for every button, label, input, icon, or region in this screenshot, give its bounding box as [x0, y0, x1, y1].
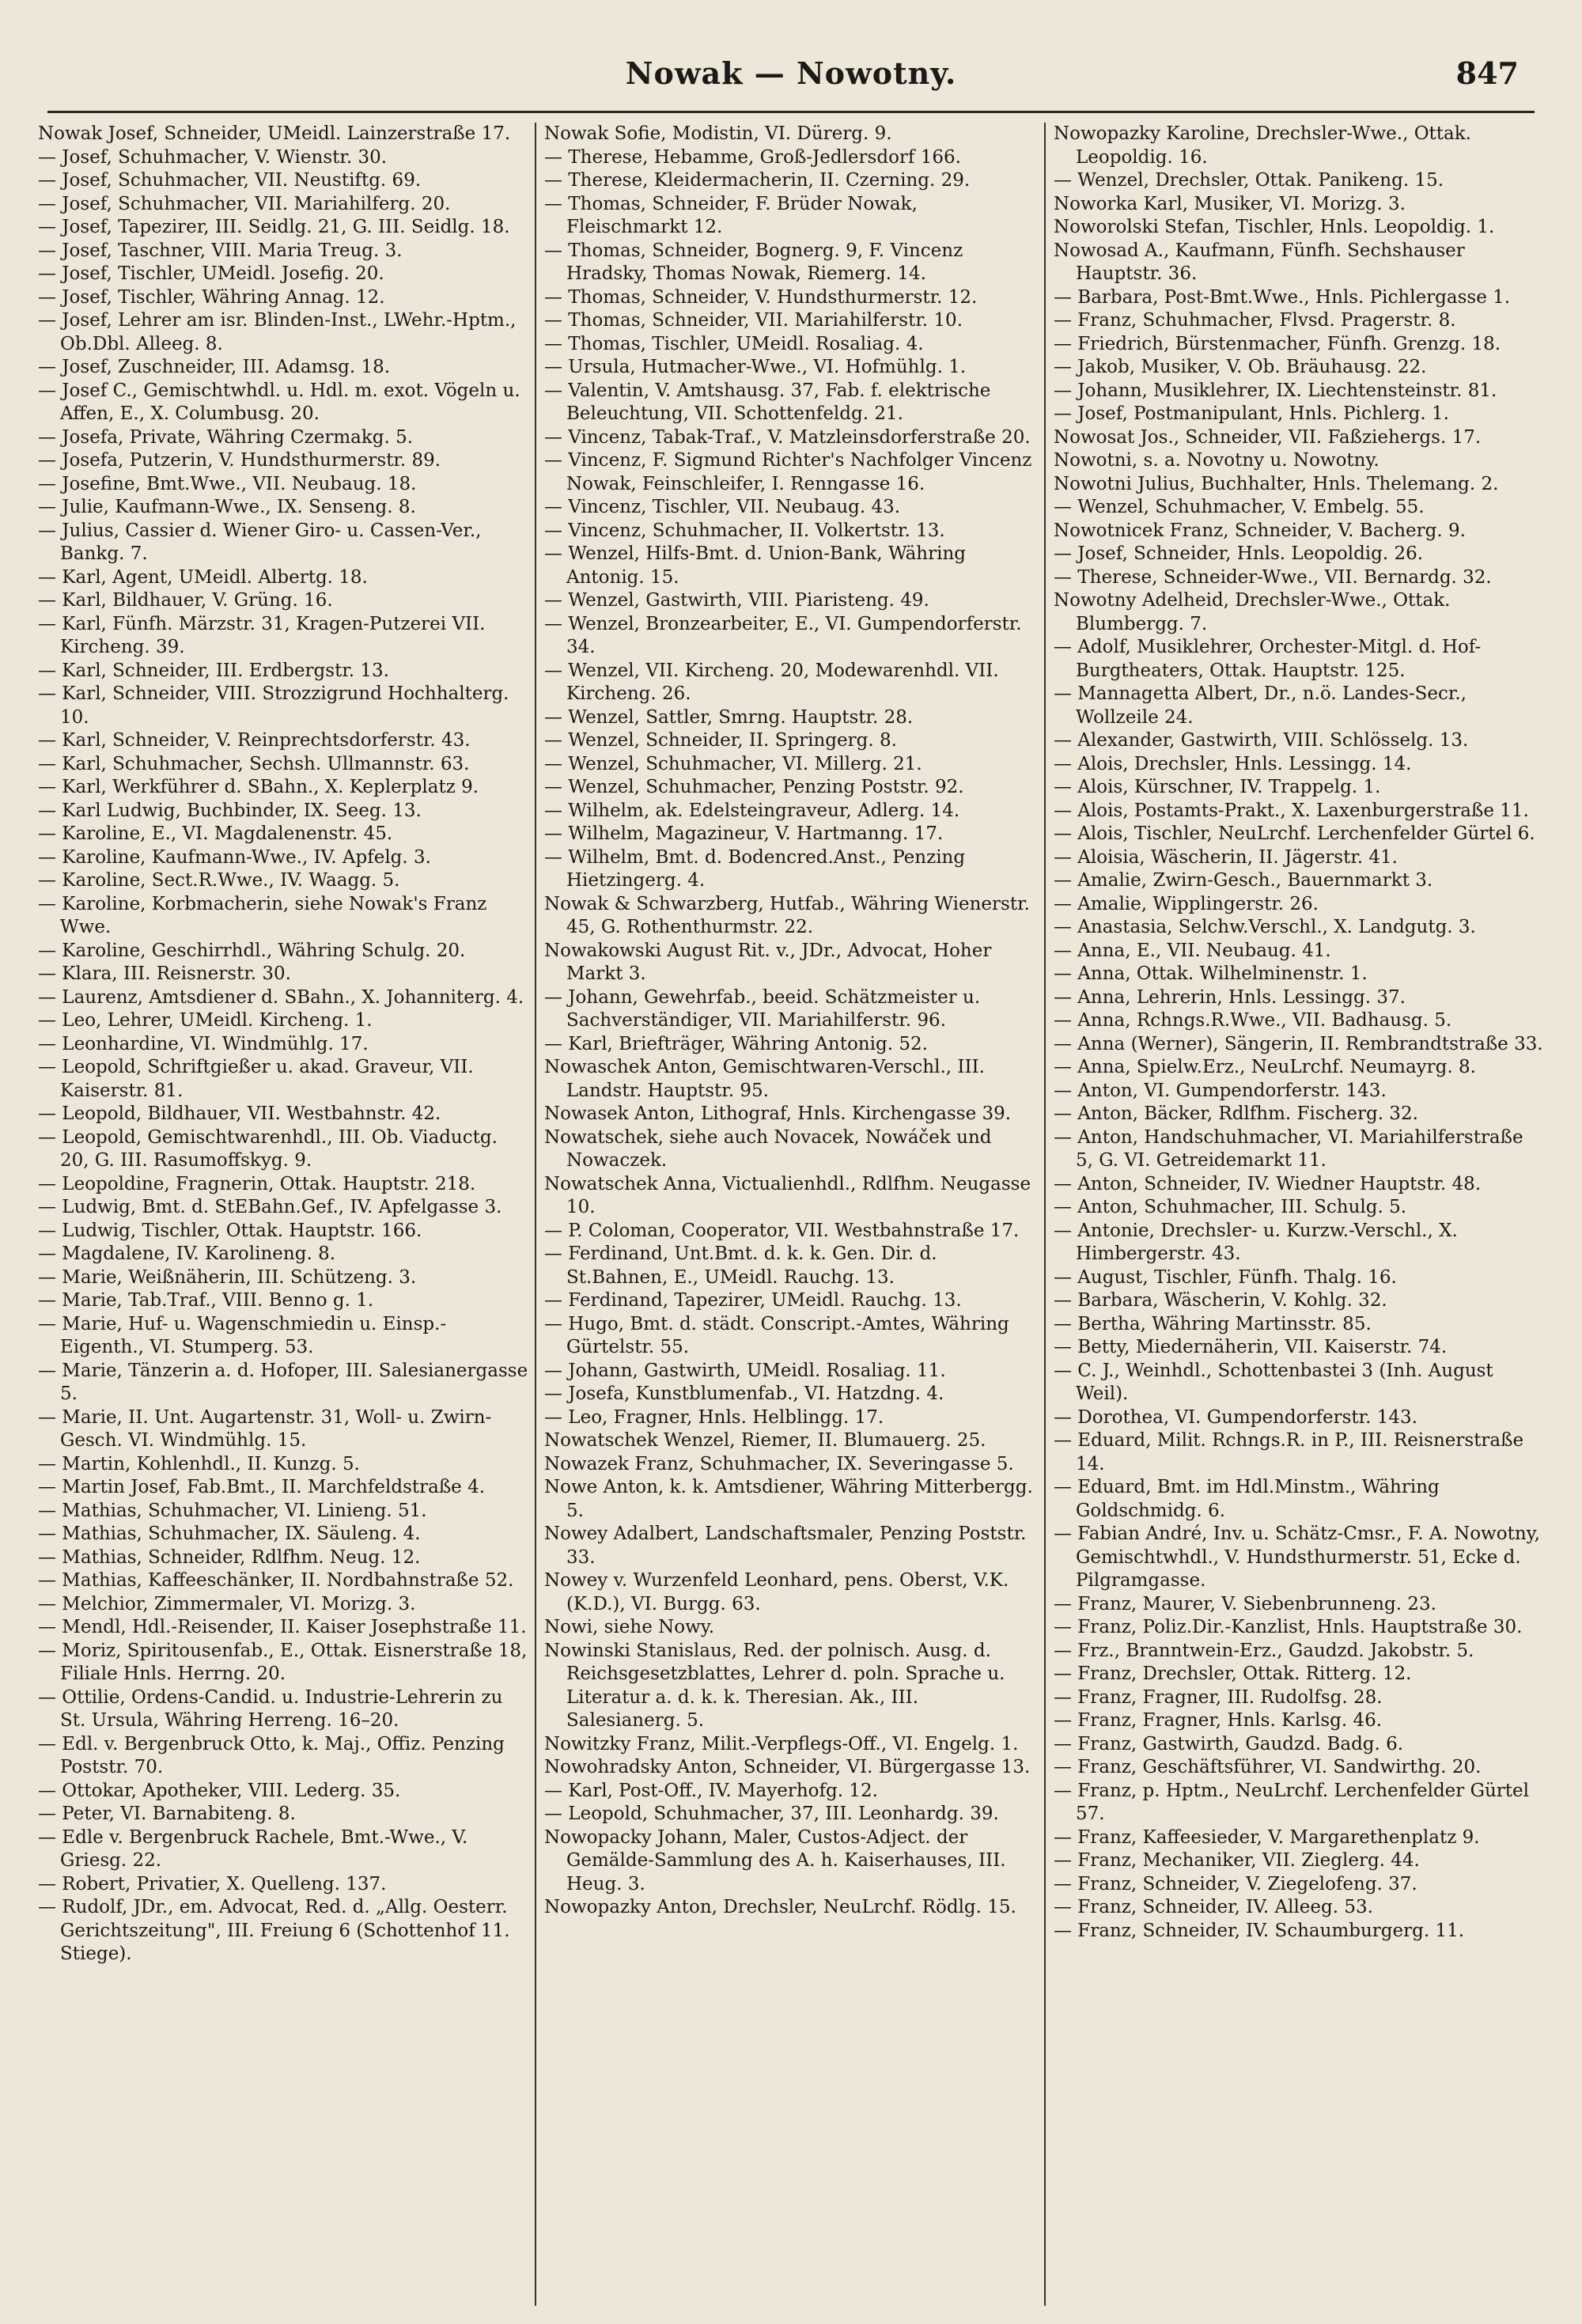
directory-entry: — Hugo, Bmt. d. städt. Conscript.-Amtes, Währing Gürtelstr. 55.: [544, 1313, 1009, 1357]
directory-entry: — Valentin, V. Amtshausg. 37, Fab. f. elektrische Beleuchtung, VII. Schottenfeldg. 21.: [544, 380, 991, 424]
directory-entry: — Leopold, Schuhmacher, 37, III. Leonhardg. 39.: [544, 1804, 999, 1824]
directory-entry: — Ludwig, Bmt. d. StEBahn.Gef., IV. Apfelgasse 3.: [38, 1197, 502, 1217]
directory-entry: — Klara, III. Reisnerstr. 30.: [38, 963, 291, 984]
directory-entry: — Karl, Fünfh. Märzstr. 31, Kragen-Putzerei VII. Kircheng. 39.: [38, 613, 486, 657]
directory-entry: — Karoline, Geschirrhdl., Währing Schulg. 20.: [38, 940, 466, 961]
directory-entry: — Josef, Schuhmacher, VII. Neustiftg. 69.: [38, 170, 422, 191]
directory-entry: — Josef, Postmanipulant, Hnls. Pichlerg. 1.: [1054, 403, 1449, 424]
directory-entry: — Anastasia, Selchw.Verschl., X. Landgutg. 3.: [1054, 917, 1476, 937]
directory-entry: — Anna, Spielw.Erz., NeuLrchf. Neumayrg. 8.: [1054, 1057, 1476, 1077]
directory-entry: — Edle v. Bergenbruck Rachele, Bmt.-Wwe., V. Griesg. 22.: [38, 1826, 468, 1871]
directory-entry: — Anna, E., VII. Neubaug. 41.: [1054, 940, 1331, 961]
page-number: 847: [1455, 55, 1519, 91]
directory-entry: — Barbara, Wäscherin, V. Kohlg. 32.: [1054, 1290, 1387, 1311]
directory-entry: — Frz., Branntwein-Erz., Gaudzd. Jakobstr. 5.: [1054, 1640, 1474, 1661]
directory-entry: — Bertha, Währing Martinsstr. 85.: [1054, 1313, 1372, 1334]
directory-entry: — Franz, Drechsler, Ottak. Ritterg. 12.: [1054, 1664, 1412, 1684]
directory-entry: Nowak Josef, Schneider, UMeidl. Lainzerstraße 17.: [38, 123, 511, 144]
directory-entry: — Therese, Schneider-Wwe., VII. Bernardg. 32.: [1054, 566, 1492, 588]
directory-entry: — Johann, Gewehrfab., beeid. Schätzmeister u. Sachverständiger, VII. Mariahilferstr. 96.: [544, 986, 981, 1031]
directory-entry: — Josefa, Kunstblumenfab., VI. Hatzdng. 4.: [544, 1383, 944, 1404]
directory-entry: — Martin Josef, Fab.Bmt., II. Marchfeldstraße 4.: [38, 1477, 486, 1497]
directory-entry: Noworolski Stefan, Tischler, Hnls. Leopoldig. 1.: [1054, 217, 1495, 237]
directory-entry: — Karl, Post-Off., IV. Mayerhofg. 12.: [544, 1780, 878, 1801]
directory-entry: — Franz, Schneider, IV. Schaumburgerg. 11.: [1054, 1920, 1465, 1941]
directory-entry: — Martin, Kohlenhdl., II. Kunzg. 5.: [38, 1453, 360, 1474]
directory-entry: — Friedrich, Bürstenmacher, Fünfh. Grenzg. 18.: [1054, 333, 1501, 354]
directory-entry: Nowopazky Anton, Drechsler, NeuLrchf. Rödlg. 15.: [544, 1897, 1016, 1917]
directory-entry: — Marie, Tab.Traf., VIII. Benno g. 1.: [38, 1290, 374, 1311]
directory-entry: — Wenzel, Schuhmacher, VI. Millerg. 21.: [544, 753, 922, 774]
directory-entry: — Wenzel, VII. Kircheng. 20, Modewarenhdl. VII. Kircheng. 26.: [544, 660, 999, 704]
directory-entry: — Franz, Kaffeesieder, V. Margarethenplatz 9.: [1054, 1826, 1480, 1848]
directory-entry: — Alois, Drechsler, Hnls. Lessingg. 14.: [1054, 753, 1412, 774]
directory-entry: — Karl, Schneider, V. Reinprechtsdorferstr. 43.: [38, 730, 471, 751]
column-3: [1054, 123, 1544, 2306]
directory-entry: Nowak & Schwarzberg, Hutfab., Währing Wienerstr. 45, G. Rothenthurmstr. 22.: [544, 893, 1030, 937]
directory-entry: — Thomas, Tischler, UMeidl. Rosaliag. 4.: [544, 333, 924, 354]
directory-entry: — Franz, Schuhmacher, Flvsd. Pragerstr. 8.: [1054, 310, 1456, 331]
directory-entry: — Therese, Kleidermacherin, II. Czerning. 29.: [544, 170, 971, 191]
header-rule: [47, 111, 1535, 113]
directory-entry: — Josefa, Private, Währing Czermakg. 5.: [38, 426, 414, 448]
directory-entry: — Wenzel, Gastwirth, VIII. Piaristeng. 49.: [544, 590, 929, 611]
directory-entry: — Vincenz, Tabak-Traf., V. Matzleinsdorferstraße 20.: [544, 426, 1031, 448]
directory-entry: — Josef C., Gemischtwhdl. u. Hdl. m. exot. Vögeln u. Affen, E., X. Columbusg. 20.: [38, 380, 520, 424]
directory-entry: — Alois, Postamts-Prakt., X. Laxenburgerstraße 11.: [1054, 800, 1529, 821]
directory-entry: — Josefa, Putzerin, V. Hundsthurmerstr. 89.: [38, 450, 441, 471]
directory-entry: — Josef, Lehrer am isr. Blinden-Inst., LWehr.-Hptm., Ob.Dbl. Alleeg. 8.: [38, 310, 517, 354]
directory-entry: Nowotny Adelheid, Drechsler-Wwe., Ottak. Blumbergg. 7.: [1054, 590, 1451, 634]
directory-entry: — Therese, Hebamme, Groß-Jedlersdorf 166.: [544, 146, 961, 168]
directory-entry: — Wilhelm, Magazineur, V. Hartmanng. 17.: [544, 823, 944, 844]
directory-entry: Nowey Adalbert, Landschaftsmaler, Penzing Poststr. 33.: [544, 1523, 1027, 1568]
directory-entry: Nowitzky Franz, Milit.-Verpflegs-Off., VI. Engelg. 1.: [544, 1733, 1019, 1754]
directory-entry: — Franz, Poliz.Dir.-Kanzlist, Hnls. Hauptstraße 30.: [1054, 1617, 1523, 1637]
directory-entry: — Karl, Werkführer d. SBahn., X. Keplerplatz 9.: [38, 777, 479, 797]
directory-entry: — Josef, Taschner, VIII. Maria Treug. 3.: [38, 240, 403, 261]
directory-entry: — Franz, Fragner, Hnls. Karlsg. 46.: [1054, 1710, 1383, 1731]
directory-entry: — Anna (Werner), Sängerin, II. Rembrandtstraße 33.: [1054, 1033, 1543, 1054]
directory-entry: — Fabian André, Inv. u. Schätz-Cmsr., F. A. Nowotny, Gemischtwhdl., V. Hundsthurmerstr. 51, Ecke d. Pilgramgasse.: [1054, 1523, 1540, 1591]
directory-entry: Nowosad A., Kaufmann, Fünfh. Sechshauser Hauptstr. 36.: [1054, 240, 1465, 284]
directory-entry: — Marie, Tänzerin a. d. Hofoper, III. Salesianergasse 5.: [38, 1360, 528, 1404]
directory-entry: — Ottokar, Apotheker, VIII. Lederg. 35.: [38, 1780, 401, 1801]
directory-entry: — Karl, Agent, UMeidl. Albertg. 18.: [38, 566, 368, 588]
directory-entry: — Thomas, Schneider, F. Brüder Nowak, Fleischmarkt 12.: [544, 193, 918, 237]
directory-entry: — Wenzel, Sattler, Smrng. Hauptstr. 28.: [544, 706, 914, 728]
directory-entry: — P. Coloman, Cooperator, VII. Westbahnstraße 17.: [544, 1220, 1020, 1241]
directory-entry: Nowey v. Wurzenfeld Leonhard, pens. Oberst, V.K. (K.D.), VI. Burgg. 63.: [544, 1570, 1009, 1614]
directory-entry: — Josef, Zuschneider, III. Adamsg. 18.: [38, 357, 391, 377]
directory-entry: — Dorothea, VI. Gumpendorferstr. 143.: [1054, 1406, 1417, 1428]
directory-entry: Nowatschek Wenzel, Riemer, II. Blumauerg. 25.: [544, 1430, 986, 1451]
directory-entry: — Eduard, Bmt. im Hdl.Minstm., Währing Goldschmidg. 6.: [1054, 1477, 1440, 1521]
directory-entry: — Franz, p. Hptm., NeuLrchf. Lerchenfelder Gürtel 57.: [1054, 1780, 1529, 1824]
directory-entry: — Thomas, Schneider, V. Hundsthurmerstr. 12.: [544, 286, 978, 308]
directory-entry: — Aloisia, Wäscherin, II. Jägerstr. 41.: [1054, 846, 1398, 868]
directory-entry: — Peter, VI. Barnabiteng. 8.: [38, 1804, 296, 1824]
directory-entry: — Alois, Kürschner, IV. Trappelg. 1.: [1054, 777, 1381, 797]
directory-entry: Nowazek Franz, Schuhmacher, IX. Severingasse 5.: [544, 1453, 1014, 1474]
directory-entry: — Leopoldine, Fragnerin, Ottak. Hauptstr. 218.: [38, 1173, 476, 1194]
directory-entry: — Anna, Rchngs.R.Wwe., VII. Badhausg. 5.: [1054, 1010, 1452, 1031]
directory-entry: — Marie, Huf- u. Wagenschmiedin u. Einsp.-Eigenth., VI. Stumperg. 53.: [38, 1313, 447, 1357]
directory-entry: — Josefine, Bmt.Wwe., VII. Neubaug. 18.: [38, 473, 417, 494]
page-header: [47, 55, 1535, 103]
column-2: [544, 123, 1035, 2306]
directory-entry: — Anton, Bäcker, Rdlfhm. Fischerg. 32.: [1054, 1103, 1418, 1124]
directory-entry: — Karl, Schneider, III. Erdbergstr. 13.: [38, 660, 389, 681]
directory-entry: — Josef, Schneider, Hnls. Leopoldig. 26.: [1054, 543, 1424, 564]
directory-entry: Nowaschek Anton, Gemischtwaren-Verschl., III. Landstr. Hauptstr. 95.: [544, 1057, 985, 1101]
directory-entry: — Mannagetta Albert, Dr., n.ö. Landes-Secr., Wollzeile 24.: [1054, 683, 1467, 728]
directory-entry: — Leopold, Schriftgießer u. akad. Graveur, VII. Kaiserstr. 81.: [38, 1057, 474, 1101]
directory-entry: — Karoline, Sect.R.Wwe., IV. Waagg. 5.: [38, 870, 400, 891]
directory-entry: — Mathias, Schneider, Rdlfhm. Neug. 12.: [38, 1546, 421, 1568]
directory-entry: — Vincenz, F. Sigmund Richter's Nachfolger Vincenz Nowak, Feinschleifer, I. Renngasse 16.: [544, 450, 1032, 494]
directory-entry: Nowak Sofie, Modistin, VI. Dürerg. 9.: [544, 123, 892, 144]
directory-entry: Nowi, siehe Nowy.: [544, 1617, 715, 1637]
directory-entry: — Ursula, Hutmacher-Wwe., VI. Hofmühlg. 1.: [544, 357, 967, 377]
directory-entry: — Karl, Schneider, VIII. Strozzigrund Hochhalterg. 10.: [38, 683, 509, 728]
directory-entry: — Wenzel, Drechsler, Ottak. Panikeng. 15.: [1054, 170, 1444, 191]
directory-entry: Nowasek Anton, Lithograf, Hnls. Kirchengasse 39.: [544, 1103, 1012, 1124]
directory-entry: Nowosat Jos., Schneider, VII. Faßziehergs. 17.: [1054, 426, 1482, 448]
directory-entry: — Antonie, Drechsler- u. Kurzw.-Verschl., X. Himbergerstr. 43.: [1054, 1220, 1458, 1264]
directory-entry: — Betty, Miedernäherin, VII. Kaiserstr. 74.: [1054, 1337, 1448, 1357]
directory-entry: — Anton, Handschuhmacher, VI. Mariahilferstraße 5, G. VI. Getreidemarkt 11.: [1054, 1126, 1523, 1171]
directory-entry: — Franz, Geschäftsführer, VI. Sandwirthg. 20.: [1054, 1757, 1482, 1777]
directory-entry: — Rudolf, JDr., em. Advocat, Red. d. „Allg. Oesterr. Gerichtszeitung", III. Freiung 6 (Schottenhof 11. Stiege).: [38, 1897, 510, 1964]
directory-entry: Nowatschek, siehe auch Novacek, Nowáček und Nowaczek.: [544, 1126, 992, 1171]
directory-entry: Nowotnicek Franz, Schneider, V. Bacherg. 9.: [1054, 520, 1466, 541]
directory-entry: — Karl, Schuhmacher, Sechsh. Ullmannstr. 63.: [38, 753, 470, 774]
directory-entry: — Karl, Bildhauer, V. Grüng. 16.: [38, 590, 333, 611]
directory-entry: — Magdalene, IV. Karolineng. 8.: [38, 1243, 336, 1264]
directory-entry: Nowatschek Anna, Victualienhdl., Rdlfhm. Neugasse 10.: [544, 1173, 1031, 1217]
directory-entry: — Franz, Fragner, III. Rudolfsg. 28.: [1054, 1686, 1383, 1708]
directory-entry: — Ferdinand, Unt.Bmt. d. k. k. Gen. Dir. d. St.Bahnen, E., UMeidl. Rauchg. 13.: [544, 1243, 937, 1288]
directory-entry: — Leonhardine, VI. Windmühlg. 17.: [38, 1033, 369, 1054]
directory-entry: — Wilhelm, Bmt. d. Bodencred.Anst., Penzing Hietzingerg. 4.: [544, 846, 966, 891]
directory-entry: — Melchior, Zimmermaler, VI. Morizg. 3.: [38, 1593, 416, 1614]
directory-entry: — Robert, Privatier, X. Quelleng. 137.: [38, 1873, 387, 1894]
directory-entry: — Edl. v. Bergenbruck Otto, k. Maj., Offiz. Penzing Poststr. 70.: [38, 1733, 505, 1777]
directory-entry: — Wenzel, Schuhmacher, V. Embelg. 55.: [1054, 497, 1425, 517]
directory-entry: — Ludwig, Tischler, Ottak. Hauptstr. 166.: [38, 1220, 422, 1241]
directory-entry: — Eduard, Milit. Rchngs.R. in P., III. Reisnerstraße 14.: [1054, 1430, 1524, 1474]
directory-entry: — Josef, Schuhmacher, VII. Mariahilferg. 20.: [38, 193, 451, 214]
column-1: [38, 123, 528, 2306]
directory-entry: — Leo, Fragner, Hnls. Helblingg. 17.: [544, 1406, 884, 1428]
directory-entry: — August, Tischler, Fünfh. Thalg. 16.: [1054, 1266, 1397, 1288]
directory-entry: — Thomas, Schneider, Bognerg. 9, F. Vincenz Hradsky, Thomas Nowak, Riemerg. 14.: [544, 240, 963, 284]
directory-entry: — Ferdinand, Tapezirer, UMeidl. Rauchg. 13.: [544, 1290, 962, 1311]
directory-entry: — C. J., Weinhdl., Schottenbastei 3 (Inh. August Weil).: [1054, 1360, 1493, 1404]
directory-entry: Nowohradsky Anton, Schneider, VI. Bürgergasse 13.: [544, 1757, 1031, 1777]
directory-entry: — Moriz, Spiritousenfab., E., Ottak. Eisnerstraße 18, Filiale Hnls. Herrng. 20.: [38, 1640, 528, 1684]
directory-entry: — Franz, Schneider, IV. Alleeg. 53.: [1054, 1897, 1373, 1917]
directory-entry: — Amalie, Zwirn-Gesch., Bauernmarkt 3.: [1054, 870, 1433, 891]
directory-entry: — Franz, Schneider, V. Ziegelofeng. 37.: [1054, 1873, 1417, 1894]
directory-entry: Nowotni, s. a. Novotny u. Nowotny.: [1054, 450, 1380, 471]
directory-entry: — Mathias, Kaffeeschänker, II. Nordbahnstraße 52.: [38, 1570, 514, 1591]
directory-entry: — Anna, Ottak. Wilhelminenstr. 1.: [1054, 963, 1368, 984]
directory-entry: — Laurenz, Amtsdiener d. SBahn., X. Johanniterg. 4.: [38, 986, 524, 1008]
directory-entry: — Mathias, Schuhmacher, IX. Säuleng. 4.: [38, 1523, 421, 1544]
directory-entry: — Mendl, Hdl.-Reisender, II. Kaiser Josephstraße 11.: [38, 1617, 527, 1637]
directory-entry: Nowakowski August Rit. v., JDr., Advocat, Hoher Markt 3.: [544, 940, 992, 984]
directory-entry: — Karl Ludwig, Buchbinder, IX. Seeg. 13.: [38, 800, 422, 821]
directory-entry: — Wilhelm, ak. Edelsteingraveur, Adlerg. 14.: [544, 800, 960, 821]
directory-entry: — Johann, Gastwirth, UMeidl. Rosaliag. 11.: [544, 1360, 946, 1381]
directory-entry: Noworka Karl, Musiker, VI. Morizg. 3.: [1054, 193, 1406, 214]
directory-entry: — Wenzel, Hilfs-Bmt. d. Union-Bank, Währing Antonig. 15.: [544, 543, 967, 588]
directory-entry: — Franz, Maurer, V. Siebenbrunneng. 23.: [1054, 1593, 1436, 1614]
directory-entry: — Karl, Briefträger, Währing Antonig. 52.: [544, 1033, 928, 1054]
column-divider: [535, 123, 536, 2306]
directory-entry: — Johann, Musiklehrer, IX. Liechtensteinstr. 81.: [1054, 380, 1497, 401]
directory-entry: — Mathias, Schuhmacher, VI. Linieng. 51.: [38, 1500, 427, 1521]
directory-entry: — Ottilie, Ordens-Candid. u. Industrie-Lehrerin zu St. Ursula, Währing Herreng. 16–20.: [38, 1686, 503, 1731]
directory-entry: — Barbara, Post-Bmt.Wwe., Hnls. Pichlergasse 1.: [1054, 286, 1511, 308]
directory-entry: — Vincenz, Tischler, VII. Neubaug. 43.: [544, 497, 901, 517]
directory-entry: Nowinski Stanislaus, Red. der polnisch. Ausg. d. Reichsgesetzblattes, Lehrer d. poln. Sprache u. Literatur a. d. k. k. Theresian. Ak., III. Salesianerg. 5.: [544, 1640, 1005, 1731]
directory-entry: — Leopold, Bildhauer, VII. Westbahnstr. 42.: [38, 1103, 441, 1124]
directory-entry: — Josef, Tischler, Währing Annag. 12.: [38, 286, 385, 308]
directory-entry: — Marie, II. Unt. Augartenstr. 31, Woll- u. Zwirn-Gesch. VI. Windmühlg. 15.: [38, 1406, 492, 1451]
columns-container: [38, 123, 1544, 2306]
directory-entry: Nowopacky Johann, Maler, Custos-Adject. der Gemälde-Sammlung des A. h. Kaiserhauses, III. Heug. 3.: [544, 1826, 1006, 1894]
directory-entry: Nowotni Julius, Buchhalter, Hnls. Thelemang. 2.: [1054, 473, 1499, 494]
directory-entry: — Wenzel, Bronzearbeiter, E., VI. Gumpendorferstr. 34.: [544, 613, 1022, 657]
directory-entry: — Jakob, Musiker, V. Ob. Bräuhausg. 22.: [1054, 357, 1427, 377]
directory-entry: — Julie, Kaufmann-Wwe., IX. Senseng. 8.: [38, 497, 416, 517]
directory-entry: — Wenzel, Schuhmacher, Penzing Poststr. 92.: [544, 777, 964, 797]
directory-entry: — Anna, Lehrerin, Hnls. Lessingg. 37.: [1054, 986, 1406, 1008]
directory-entry: — Adolf, Musiklehrer, Orchester-Mitgl. d. Hof-Burgtheaters, Ottak. Hauptstr. 125.: [1054, 637, 1482, 681]
directory-entry: — Thomas, Schneider, VII. Mariahilferstr. 10.: [544, 310, 963, 331]
running-head: Nowak — Nowotny.: [625, 55, 957, 91]
directory-entry: — Josef, Schuhmacher, V. Wienstr. 30.: [38, 146, 388, 168]
directory-entry: — Franz, Gastwirth, Gaudzd. Badg. 6.: [1054, 1733, 1404, 1754]
directory-entry: — Leo, Lehrer, UMeidl. Kircheng. 1.: [38, 1010, 373, 1031]
directory-entry: Nowopazky Karoline, Drechsler-Wwe., Ottak. Leopoldig. 16.: [1054, 123, 1471, 168]
directory-entry: — Karoline, Korbmacherin, siehe Nowak's Franz Wwe.: [38, 893, 487, 937]
directory-entry: Nowe Anton, k. k. Amtsdiener, Währing Mitterbergg. 5.: [544, 1477, 1033, 1521]
directory-entry: — Julius, Cassier d. Wiener Giro- u. Cassen-Ver., Bankg. 7.: [38, 520, 482, 564]
directory-entry: — Anton, Schneider, IV. Wiedner Hauptstr. 48.: [1054, 1173, 1482, 1194]
directory-entry: — Franz, Mechaniker, VII. Zieglerg. 44.: [1054, 1850, 1420, 1871]
directory-entry: — Karoline, E., VI. Magdalenenstr. 45.: [38, 823, 393, 844]
directory-entry: — Alexander, Gastwirth, VIII. Schlösselg. 13.: [1054, 730, 1469, 751]
directory-entry: — Anton, VI. Gumpendorferstr. 143.: [1054, 1080, 1387, 1101]
directory-entry: — Leopold, Gemischtwarenhdl., III. Ob. Viaductg. 20, G. III. Rasumoffskyg. 9.: [38, 1126, 498, 1171]
directory-entry: — Anton, Schuhmacher, III. Schulg. 5.: [1054, 1197, 1407, 1217]
directory-entry: — Wenzel, Schneider, II. Springerg. 8.: [544, 730, 897, 751]
directory-entry: — Josef, Tischler, UMeidl. Josefig. 20.: [38, 263, 384, 284]
column-divider: [1044, 123, 1046, 2306]
directory-entry: — Karoline, Kaufmann-Wwe., IV. Apfelg. 3.: [38, 846, 431, 868]
directory-entry: — Marie, Weißnäherin, III. Schützeng. 3.: [38, 1266, 417, 1288]
directory-entry: — Alois, Tischler, NeuLrchf. Lerchenfelder Gürtel 6.: [1054, 823, 1535, 844]
directory-entry: — Josef, Tapezirer, III. Seidlg. 21, G. III. Seidlg. 18.: [38, 217, 510, 237]
directory-entry: — Amalie, Wipplingerstr. 26.: [1054, 893, 1319, 914]
directory-entry: — Vincenz, Schuhmacher, II. Volkertstr. 13.: [544, 520, 945, 541]
